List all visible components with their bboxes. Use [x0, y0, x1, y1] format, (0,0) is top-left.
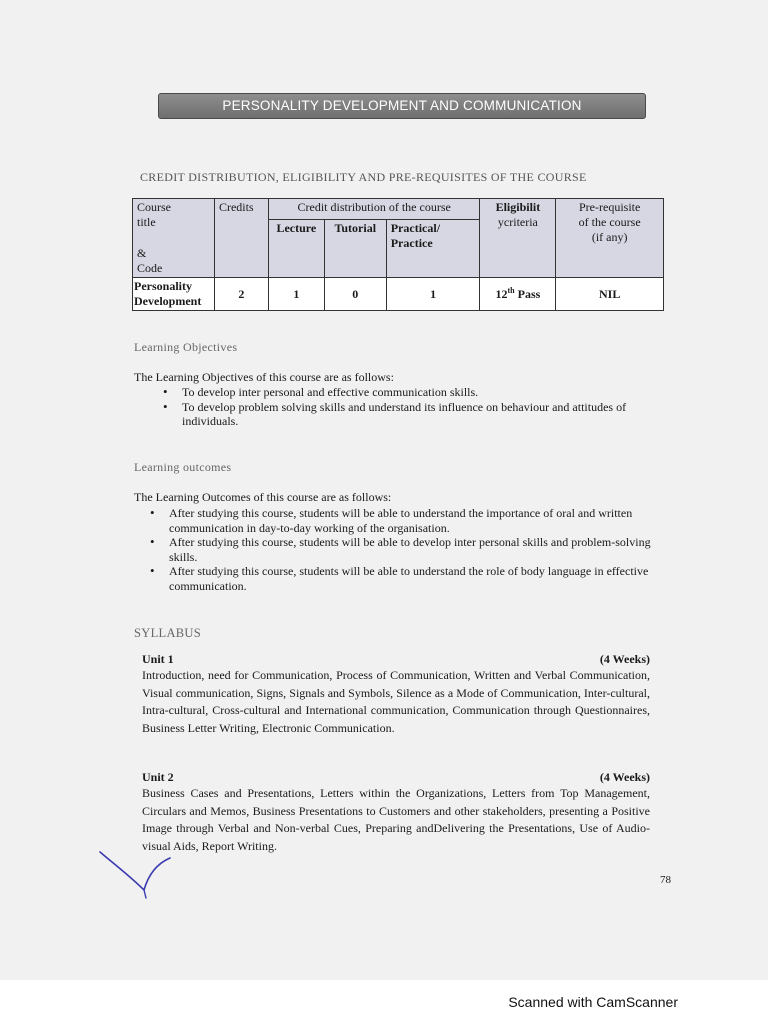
- list-item: • After studying this course, students will be able to develop inter personal skills and problem-solving skills.: [147, 535, 667, 564]
- table-row: [133, 278, 664, 311]
- header-prerequisite: Pre-requisite of the course (if any): [556, 199, 664, 278]
- unit-2-duration: (4 Weeks): [599, 770, 650, 784]
- outcomes-intro: The Learning Outcomes of this course are as follows:: [134, 490, 392, 504]
- signature-icon: [96, 846, 176, 902]
- list-item: • After studying this course, students will be able to understand the role of body language in effective communication.: [147, 564, 667, 593]
- page-title: PERSONALITY DEVELOPMENT AND COMMUNICATION: [158, 93, 646, 119]
- objectives-list: [160, 385, 648, 429]
- header-lecture: Lecture: [268, 220, 324, 278]
- header-eligibility: Eligibilit ycriteria: [480, 199, 556, 278]
- header-practical: Practical/ Practice: [386, 220, 480, 278]
- unit-2-heading: [142, 770, 650, 785]
- unit-2-text: Business Cases and Presentations, Letters within the Organizations, Letters from Top Management, Circulars and Memos, Business Presentations to Customers and other stakeholders, presenting a Positive Image through Verbal and Non-verbal Cues, Preparing andDelivering the Presentations, Use of Audio-visual Aids, Report Writing.: [142, 786, 650, 853]
- list-item: • After studying this course, students will be able to understand the importance of oral and written communication in day-to-day working of the organisation.: [147, 506, 667, 535]
- cell-tutorial: 0: [324, 278, 386, 311]
- cell-practical: 1: [386, 278, 480, 311]
- credit-section-heading: CREDIT DISTRIBUTION, ELIGIBILITY AND PRE-REQUISITES OF THE COURSE: [140, 170, 587, 184]
- cell-eligibility: 12th Pass: [480, 278, 556, 311]
- scanner-watermark: Scanned with CamScanner: [508, 994, 678, 1010]
- header-tutorial: Tutorial: [324, 220, 386, 278]
- list-item: • To develop inter personal and effective communication skills.: [160, 385, 648, 400]
- header-credit-distribution: Credit distribution of the course: [268, 199, 480, 220]
- learning-outcomes-heading: Learning outcomes: [134, 460, 232, 474]
- objectives-intro: The Learning Objectives of this course are as follows:: [134, 370, 394, 384]
- unit-1-title: Unit 1: [142, 652, 174, 666]
- learning-objectives-heading: Learning Objectives: [134, 340, 238, 354]
- header-credits: Credits: [214, 199, 268, 278]
- cell-lecture: 1: [268, 278, 324, 311]
- credit-distribution-table: [132, 198, 664, 311]
- header-course-title: Course title & Code: [133, 199, 215, 278]
- unit-1-duration: (4 Weeks): [599, 652, 650, 666]
- outcomes-list: [147, 506, 667, 593]
- syllabus-heading: SYLLABUS: [134, 626, 201, 640]
- list-item: • To develop problem solving skills and understand its influence on behaviour and attitudes of individuals.: [160, 400, 648, 429]
- unit-1-text: Introduction, need for Communication, Process of Communication, Written and Verbal Communication, Visual communication, Signs, Signals and Symbols, Silence as a Mode of Communication, Inter-cultural, Intra-cultural, Cross-cultural and International communication, Communication through Questionnaires, Business Letter Writing, Electronic Communication.: [142, 668, 650, 735]
- page-number: 78: [660, 874, 671, 886]
- unit-1-heading: [142, 652, 650, 667]
- unit-2-title: Unit 2: [142, 770, 174, 784]
- cell-course-title: Personality Development: [133, 278, 215, 311]
- cell-prerequisite: NIL: [556, 278, 664, 311]
- cell-credits: 2: [214, 278, 268, 311]
